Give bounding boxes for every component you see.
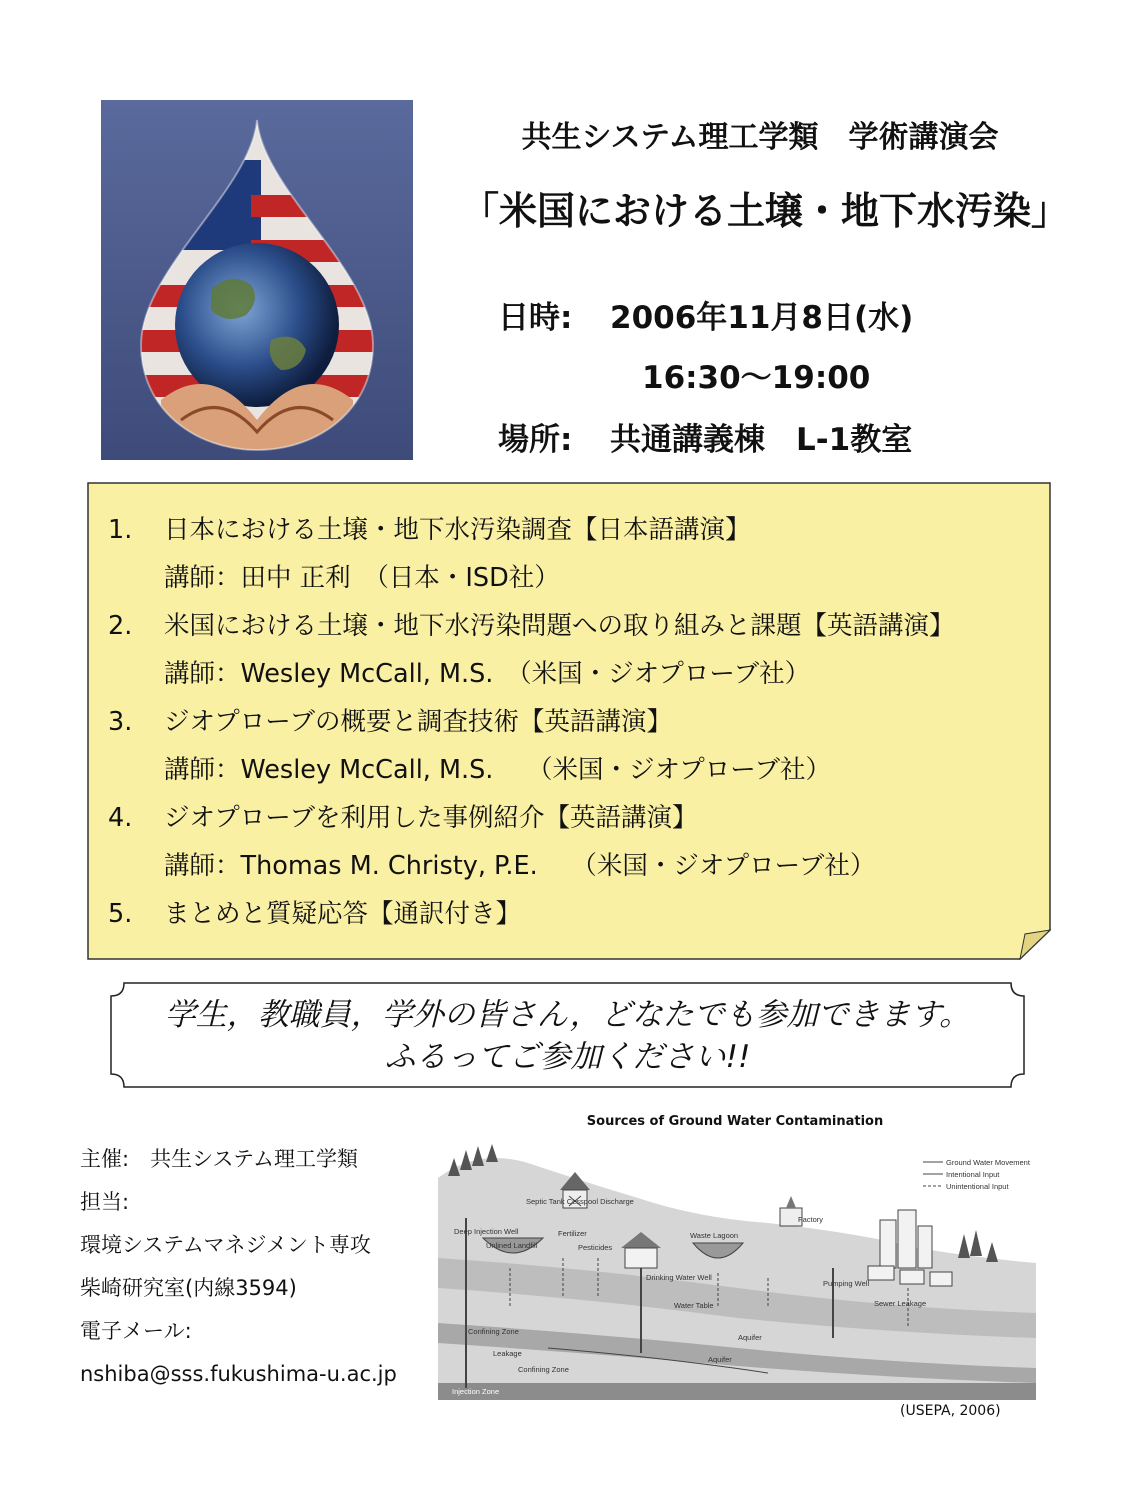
program-speaker-row <box>108 554 1043 602</box>
label-pumping-well: Pumping Well <box>823 1279 870 1288</box>
program-speaker: 講師：Wesley McCall, M.S. （米国・ジオプローブ社） <box>164 659 811 689</box>
label-waste-lagoon: Waste Lagoon <box>690 1231 739 1240</box>
program-item <box>108 506 1043 554</box>
page-title: 「米国における土壌・地下水汚染」 <box>460 189 1069 233</box>
program-title: 米国における土壌・地下水汚染問題への取り組みと課題【英語講演】 <box>164 611 955 641</box>
org-title: 共生システム理工学類 学術講演会 <box>521 120 999 155</box>
label-confining-zone: Confining Zone <box>468 1327 519 1336</box>
label-water-table: Water Table <box>674 1301 714 1310</box>
program-list <box>108 506 1043 938</box>
program-speaker: 講師：Wesley McCall, M.S. （米国・ジオプローブ社） <box>164 755 831 785</box>
program-number: 2. <box>108 611 133 641</box>
program-speaker: 講師：Thomas M. Christy, P.E. （米国・ジオプローブ社） <box>164 851 876 881</box>
program-item <box>108 698 1043 746</box>
time-value: 16:30〜19:00 <box>642 360 871 396</box>
lab-line: 柴崎研究室(内線3594) <box>80 1276 297 1300</box>
date-value: 2006年11月8日(水) <box>610 300 914 336</box>
label-confining-zone-2: Confining Zone <box>518 1365 569 1374</box>
program-speaker: 講師：田中 正利 （日本・ISD社） <box>164 563 560 593</box>
legend-entry: Unintentional Input <box>946 1182 1009 1191</box>
figure-title: Sources of Ground Water Contamination <box>586 1114 884 1129</box>
invitation-text <box>120 994 1015 1078</box>
label-pesticides: Pesticides <box>578 1243 613 1252</box>
label-aquifer: Aquifer <box>738 1333 762 1342</box>
label-leakage: Leakage <box>493 1349 522 1358</box>
label-landfill: Unlined Landfill <box>486 1241 538 1250</box>
program-item <box>108 890 1043 938</box>
program-number: 1. <box>108 515 133 545</box>
invitation-line: 学生，教職員，学外の皆さん，どなたでも参加できます。 <box>164 997 971 1033</box>
program-item <box>108 794 1043 842</box>
figure-credit: (USEPA, 2006) <box>900 1403 1001 1419</box>
hero-illustration <box>101 100 413 460</box>
host-line: 主催: 共生システム理工学類 <box>80 1147 358 1171</box>
date-label: 日時: <box>498 300 573 336</box>
program-speaker-row <box>108 746 1043 794</box>
program-number: 5. <box>108 899 133 929</box>
program-title: まとめと質疑応答【通訳付き】 <box>164 899 522 929</box>
legend-entry: Intentional Input <box>946 1170 1000 1179</box>
venue-row <box>498 414 912 459</box>
label-fertilizer: Fertilizer <box>558 1229 587 1238</box>
email-address: nshiba@sss.fukushima-u.ac.jp <box>80 1362 397 1386</box>
label-septic: Septic Tank Cesspool Discharge <box>526 1197 634 1206</box>
label-factory: Factory <box>798 1215 824 1224</box>
label-aquifer-2: Aquifer <box>708 1355 732 1364</box>
email-label: 電子メール: <box>80 1319 192 1343</box>
program-speaker-row <box>108 650 1043 698</box>
label-drinking-well: Drinking Water Well <box>646 1273 712 1282</box>
venue-label: 場所: <box>498 422 573 458</box>
label-sewer: Sewer Leakage <box>874 1299 927 1308</box>
program-number: 4. <box>108 803 133 833</box>
program-title: 日本における土壌・地下水汚染調査【日本語講演】 <box>164 515 751 545</box>
contact-label: 担当: <box>80 1190 130 1214</box>
dept-line: 環境システムマネジメント専攻 <box>80 1233 371 1257</box>
label-deep-well: Deep Injection Well <box>454 1227 519 1236</box>
legend-entry: Ground Water Movement <box>946 1158 1030 1167</box>
invitation-line: ふるってご参加ください!! <box>384 1039 751 1075</box>
program-item <box>108 602 1043 650</box>
organizer-block <box>80 1141 420 1399</box>
groundwater-figure <box>438 1138 1036 1400</box>
program-title: ジオプローブの概要と調査技術【英語講演】 <box>164 707 672 737</box>
program-number: 3. <box>108 707 133 737</box>
program-speaker-row <box>108 842 1043 890</box>
venue-value: 共通講義棟 L-1教室 <box>610 422 913 458</box>
date-row <box>498 292 913 337</box>
label-injection-zone: Injection Zone <box>452 1387 500 1396</box>
program-title: ジオプローブを利用した事例紹介【英語講演】 <box>164 803 698 833</box>
